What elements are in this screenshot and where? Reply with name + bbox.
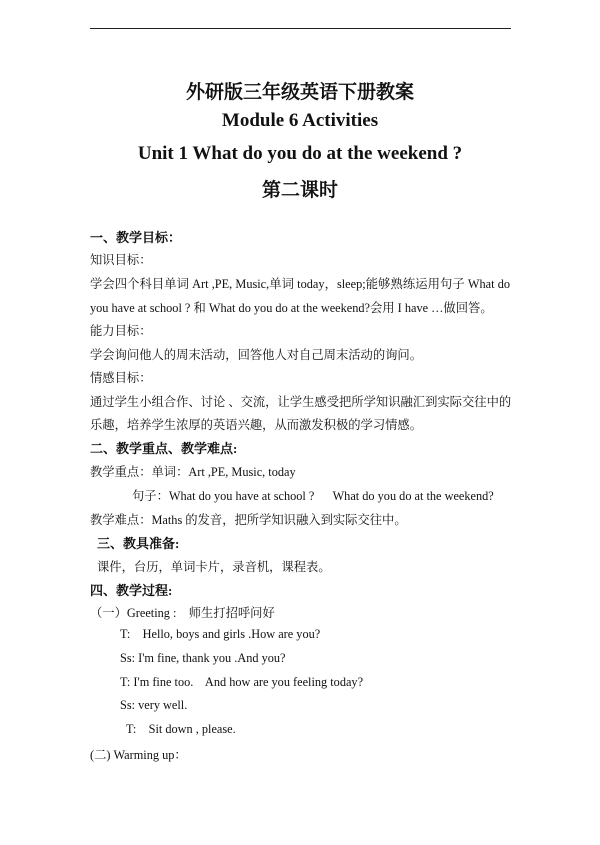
objectives-heading: 一、教学目标： xyxy=(90,230,182,245)
dialogue-line: T: Hello, boys and girls .How are you? xyxy=(120,627,321,641)
materials-items: 课件，台历，单词卡片，录音机，课程表。 xyxy=(97,560,331,574)
document-title: 外研版三年级英语下册教案 xyxy=(185,82,414,103)
emotion-line-2: 乐趣，培养学生浓厚的英语兴趣，从而激发积极的学习情感。 xyxy=(90,418,423,432)
process-heading: 四、教学过程: xyxy=(90,583,173,598)
knowledge-line-2: you have at school ? 和 What do you do at the weekend?会用 I have …做回答。 xyxy=(90,301,493,315)
dialogue-line: T: I'm fine too. And how are you feeling today? xyxy=(120,675,364,689)
dialogue-line: Ss: very well. xyxy=(120,698,188,712)
module-title: Module 6 Activities xyxy=(221,110,379,131)
unit-title: Unit 1 What do you do at the weekend ? xyxy=(137,143,463,164)
emotion-label: 情感目标： xyxy=(90,371,152,385)
warmup-title: (二) Warming up： xyxy=(90,748,187,762)
header-rule xyxy=(90,28,511,29)
lesson-title: 第二课时 xyxy=(261,180,338,201)
key-points-heading: 二、教学重点、教学难点: xyxy=(90,441,238,456)
dialogue-line: Ss: I'm fine, thank you .And you? xyxy=(120,651,286,665)
focus-sentences: 句子：What do you have at school ? What do you do at the weekend? xyxy=(132,489,494,503)
materials-heading: 三、教具准备: xyxy=(97,536,180,551)
ability-text: 学会询问他人的周末活动，回答他人对自己周末活动的询问。 xyxy=(90,348,423,362)
knowledge-line-1: 学会四个科目单词 Art ,PE, Music,单词 today，sleep;能够熟练运用句子 What do xyxy=(90,277,510,291)
focus-words: 教学重点：单词：Art ,PE, Music, today xyxy=(90,465,296,479)
ability-label: 能力目标： xyxy=(90,324,152,338)
difficulty: 教学难点：Maths 的发音，把所学知识融入到实际交往中。 xyxy=(90,513,407,527)
greeting-title: （一）Greeting : 师生打招呼问好 xyxy=(90,606,275,620)
emotion-line-1: 通过学生小组合作、讨论 、交流，让学生感受把所学知识融汇到实际交往中的 xyxy=(90,395,512,409)
dialogue-line: T: Sit down , please. xyxy=(126,722,236,736)
knowledge-label: 知识目标： xyxy=(90,253,152,267)
